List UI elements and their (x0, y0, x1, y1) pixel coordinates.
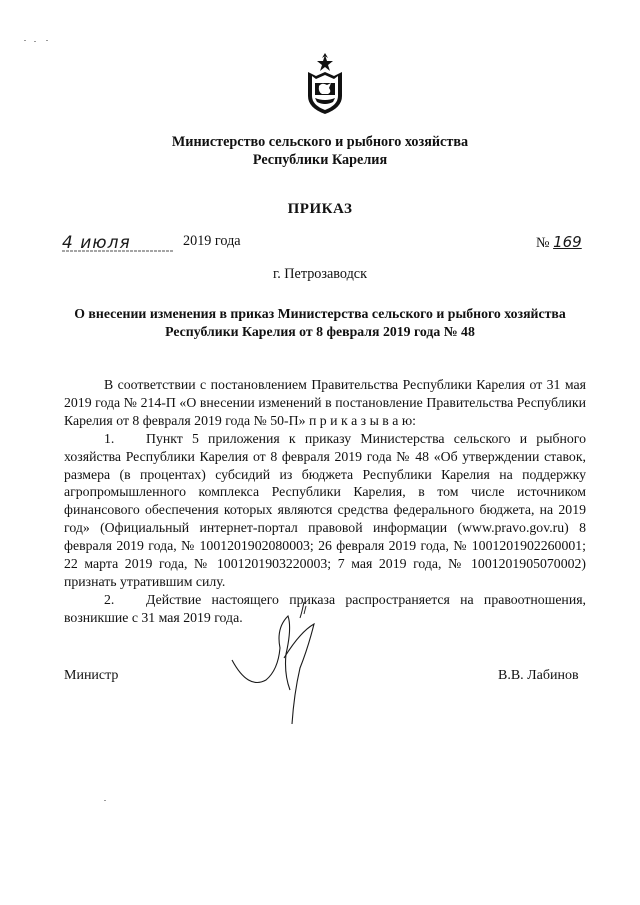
order-number-prefix: № (536, 235, 550, 251)
signatory-name: В.В. Лабинов (498, 668, 579, 683)
handwritten-order-number: 169 (553, 233, 582, 251)
karelia-coat-of-arms-icon (302, 52, 348, 116)
item-1 (64, 430, 586, 591)
order-number (536, 233, 582, 252)
intro-paragraph: В соответствии с постановлением Правительства Республики Карелия от 31 мая 2019 года № 214-П «О внесении изменений в постановление Правительства Республики Карелия от 8 февраля 2019 года № 50-П» п р и к а з ы в а ю: (64, 377, 586, 428)
ministry-name-line2: Республики Карелия (252, 152, 388, 168)
order-year: 2019 года (183, 233, 241, 249)
city: г. Петрозаводск (272, 266, 367, 282)
item-2-number: 2. (104, 591, 115, 607)
date-underline (62, 250, 176, 254)
handwritten-date: 4 июля (62, 233, 131, 253)
scan-artifact (34, 41, 36, 42)
order-subject-line1: О внесении изменения в приказ Министерства сельского и рыбного хозяйства (74, 306, 566, 321)
item-2-text: Действие настоящего приказа распространяется на правоотношения, возникшие с 31 мая 2019 года. (64, 591, 586, 625)
order-subject (0, 305, 640, 341)
ministry-name (0, 133, 640, 169)
scan-artifact (46, 40, 48, 41)
signatory-position: Министр (64, 668, 119, 683)
order-body (64, 376, 586, 627)
scan-artifact (104, 800, 106, 801)
document-title: ПРИКАЗ (287, 201, 353, 217)
item-1-text: Пункт 5 приложения к приказу Министерства сельского и рыбного хозяйства Республики Карелия от 8 февраля 2019 года № 48 «Об утверждении ставок, размера (в процентах) субсидий из бюджета Республики Карелия на поддержку агропромышленного комплекса Республики Карелия, в том числе источником финансового обеспечения которых являются средства федерального бюджета, на 2019 год» (Официальный интернет-портал правовой информации (www.pravo.gov.ru) 8 февраля 2019 года, № 1001201902080003; 26 февраля 2019 года, № 1001201902260001; 22 марта 2019 года, № 1001201903220003; 7 мая 2019 года, № 1001201905070002) признать утратившим силу. (64, 430, 586, 589)
handwritten-signature-icon (218, 598, 348, 728)
scan-artifact (24, 40, 26, 41)
order-subject-line2: Республики Карелия от 8 февраля 2019 года № 48 (165, 324, 475, 339)
item-1-number: 1. (104, 430, 115, 446)
ministry-name-line1: Министерство сельского и рыбного хозяйства (171, 134, 469, 150)
